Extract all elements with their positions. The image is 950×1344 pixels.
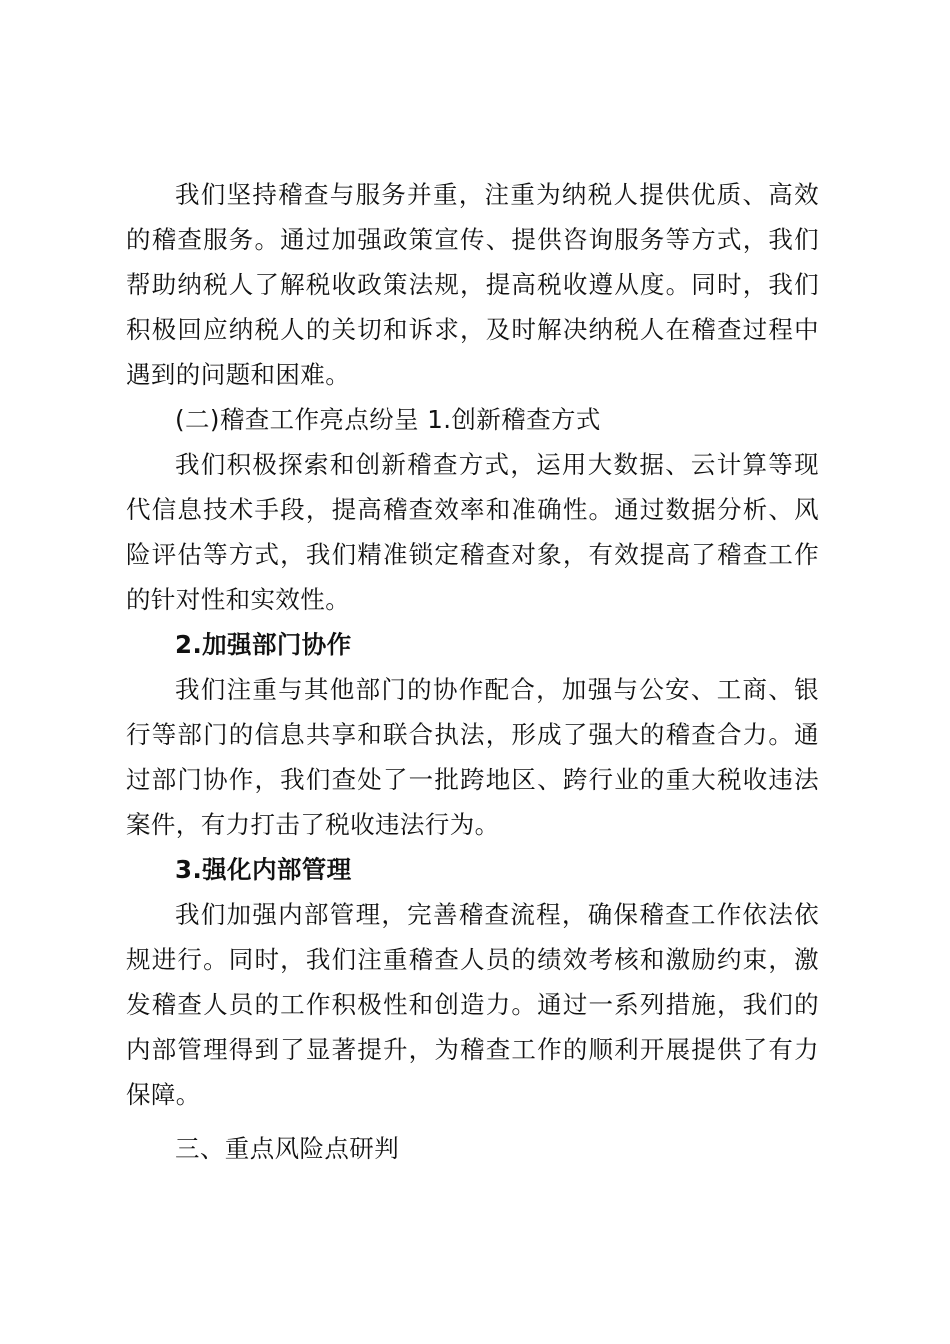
subheading-internal-management: 3.强化内部管理	[175, 855, 352, 884]
paragraph-innovation: 我们积极探索和创新稽查方式，运用大数据、云计算等现代信息技术手段，提高稽查效率和准确性。通过数据分析、风险评估等方式，我们精准锁定稽查对象，有效提高了稽查工作的针对性和实效性。	[126, 450, 819, 614]
section-heading-highlights: (二)稽查工作亮点纷呈 1.创新稽查方式	[175, 405, 601, 434]
paragraph-internal-management: 我们加强内部管理，完善稽查流程，确保稽查工作依法依规进行。同时，我们注重稽查人员的绩效考核和激励约束，激发稽查人员的工作积极性和创造力。通过一系列措施，我们的内部管理得到了显著提升，为稽查工作的顺利开展提供了有力保障。	[126, 900, 819, 1109]
paragraph-cooperation: 我们注重与其他部门的协作配合，加强与公安、工商、银行等部门的信息共享和联合执法，形成了强大的稽查合力。通过部门协作，我们查处了一批跨地区、跨行业的重大税收违法案件，有力打击了税收违法行为。	[126, 675, 819, 839]
document-body	[126, 172, 819, 1171]
subheading-department-cooperation: 2.加强部门协作	[175, 630, 352, 659]
section-heading-risk-points: 三、重点风险点研判	[175, 1134, 400, 1163]
paragraph-service-emphasis: 我们坚持稽查与服务并重，注重为纳税人提供优质、高效的稽查服务。通过加强政策宣传、提供咨询服务等方式，我们帮助纳税人了解税收政策法规，提高税收遵从度。同时，我们积极回应纳税人的关切和诉求，及时解决纳税人在稽查过程中遇到的问题和困难。	[126, 180, 819, 389]
